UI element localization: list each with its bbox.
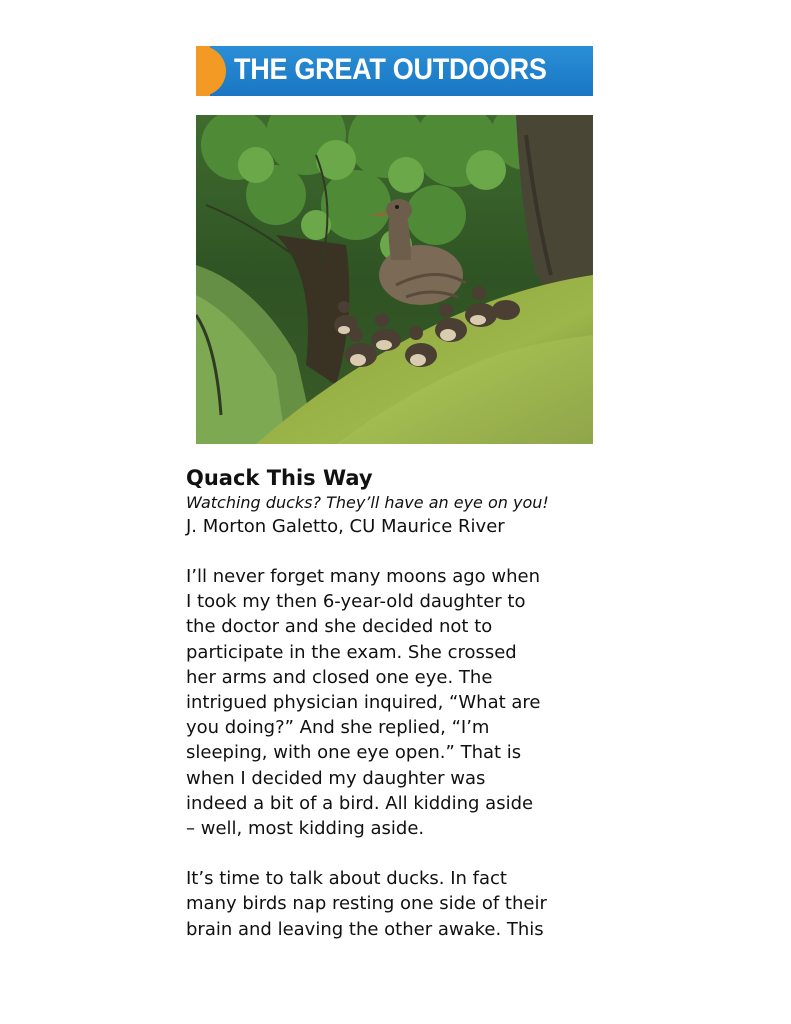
duck-family-photo <box>196 115 593 444</box>
paragraph-line: when I decided my daughter was <box>186 767 486 789</box>
banner-title: THE GREAT OUTDOORS <box>234 53 547 86</box>
photo-ducks-icon <box>196 115 593 444</box>
article <box>186 464 616 942</box>
paragraph-line: you doing?” And she replied, “I’m <box>186 717 490 739</box>
paragraph-line: sleeping, with one eye open.” That is <box>186 742 522 764</box>
article-paragraph-1 <box>186 564 616 841</box>
paragraph-line: the doctor and she decided not to <box>186 616 493 638</box>
paragraph-line: participate in the exam. She crossed <box>186 641 517 663</box>
paragraph-line: – well, most kidding aside. <box>186 818 425 840</box>
article-dek: Watching ducks? They’ll have an eye on you! <box>186 493 549 512</box>
paragraph-line: I’ll never forget many moons ago when <box>186 566 541 587</box>
paragraph-line: her arms and closed one eye. The <box>186 666 493 688</box>
article-byline: J. Morton Galetto, CU Maurice River <box>186 516 505 537</box>
banner-orange-half-circle <box>196 46 226 96</box>
paragraph-line: intrigued physician inquired, “What are <box>186 692 541 714</box>
paragraph-line: I took my then 6-year-old daughter to <box>186 591 526 613</box>
paragraph-line: brain and leaving the other awake. This <box>186 918 544 940</box>
section-banner <box>196 46 593 96</box>
article-headline: Quack This Way <box>186 466 373 490</box>
paragraph-line: It’s time to talk about ducks. In fact <box>186 868 507 890</box>
article-paragraph-2 <box>186 866 616 942</box>
paragraph-line: indeed a bit of a bird. All kidding aside <box>186 792 534 814</box>
paragraph-line: many birds nap resting one side of their <box>186 893 547 915</box>
